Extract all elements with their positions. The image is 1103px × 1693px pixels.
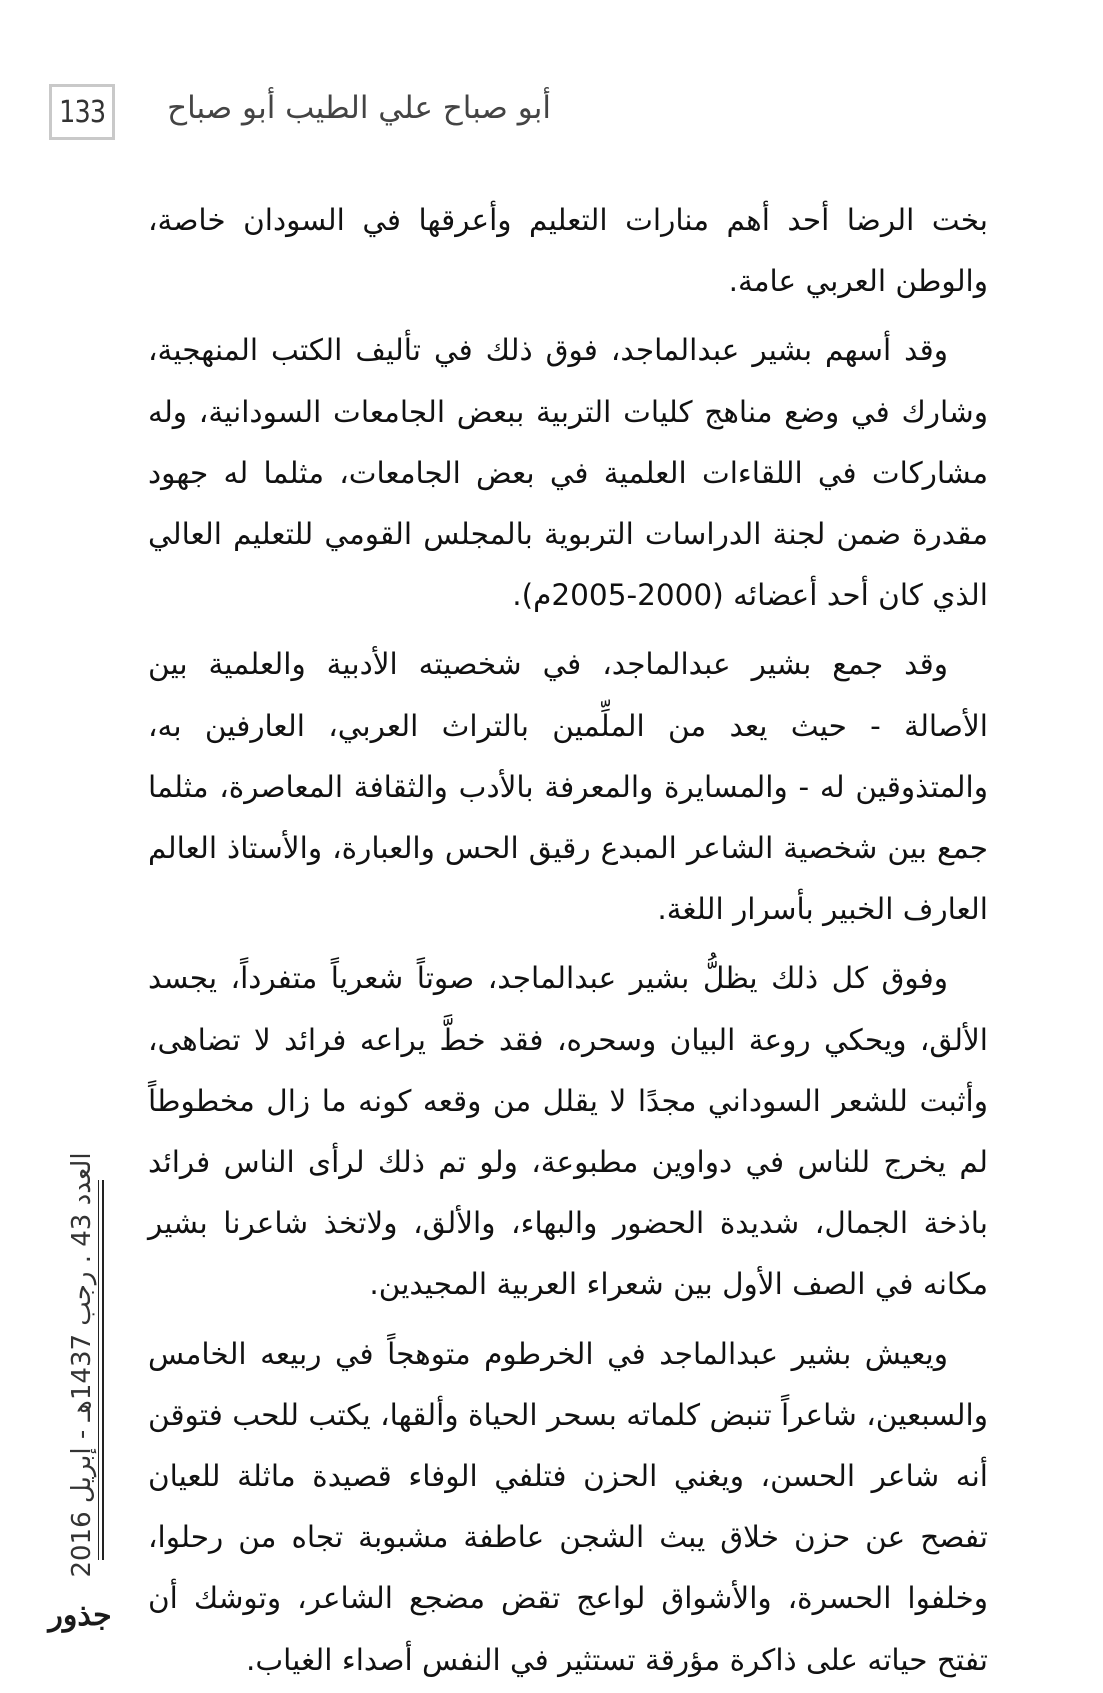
page-number: 133 [58, 94, 106, 130]
paragraph-2: وقد أسهم بشير عبدالماجد، فوق ذلك في تأليف الكتب المنهجية، وشارك في وضع مناهج كليات التربية ببعض الجامعات السودانية، وله مشاركات في اللقاءات العلمية في بعض الجامعات، مثلما له جهود مقدرة ضمن لجنة الدراسات التربوية بالمجلس القومي للتعليم العالي الذي كان أحد أعضائه (2000-2005م). [148, 333, 988, 613]
paragraph-3: وقد جمع بشير عبدالماجد، في شخصيته الأدبية والعلمية بين الأصالة - حيث يعد من الملِّمين بالتراث العربي، العارفين به، والمتذوقين له - والمسايرة والمعرفة بالأدب والثقافة المعاصرة، مثلما جمع بين شخصية الشاعر المبدع رقيق الحس والعبارة، والأستاذ العالم العارف الخبير بأسرار اللغة. [148, 647, 988, 927]
running-header-title: أبو صباح علي الطيب أبو صباح [167, 90, 551, 126]
side-divider-rule [102, 1180, 104, 1560]
paragraph-1: بخت الرضا أحد أهم منارات التعليم وأعرقها في السودان خاصة، والوطن العربي عامة. [148, 203, 988, 299]
side-divider-rule-thin [98, 1180, 99, 1560]
paragraph-4: وفوق كل ذلك يظلُّ بشير عبدالماجد، صوتاً شعرياً متفرداً، يجسد الألق، ويحكي روعة البيان وسحره، فقد خطَّ يراعه فرائد لا تضاهى، وأثبت للشعر السوداني مجدًا لا يقلل من وقعه كونه ما زال مخطوطاً لم يخرج للناس في دواوين مطبوعة، ولو تم ذلك لرأى الناس فرائد باذخة الجمال، شديدة الحضور والبهاء، والألق، ولاتخذ شاعرنا بشير مكانه في الصف الأول بين شعراء العربية المجيدين. [148, 961, 988, 1302]
paragraph-5: ويعيش بشير عبدالماجد في الخرطوم متوهجاً في ربيعه الخامس والسبعين، شاعراً تنبض كلماته بسحر الحياة وألقها، يكتب للحب فتوقن أنه شاعر الحسن، ويغني الحزن فتلفي الوفاء قصيدة ماثلة للعيان تفصح عن حزن خلاق يبث الشجن عاطفة مشبوبة تجاه من رحلوا، وخلفوا الحسرة، والأشواق لواعج تقض مضجع الشاعر، وتوشك أن تفتح حياته على ذاكرة مؤرقة تستثير في النفس أصداء الغياب. [148, 1336, 988, 1677]
article-body [148, 190, 988, 1691]
page-number-box [49, 84, 115, 140]
journal-logo: جذور [48, 1598, 112, 1633]
issue-info: العدد 43 . رجب 1437هـ - إبريل 2016 [67, 1152, 97, 1578]
